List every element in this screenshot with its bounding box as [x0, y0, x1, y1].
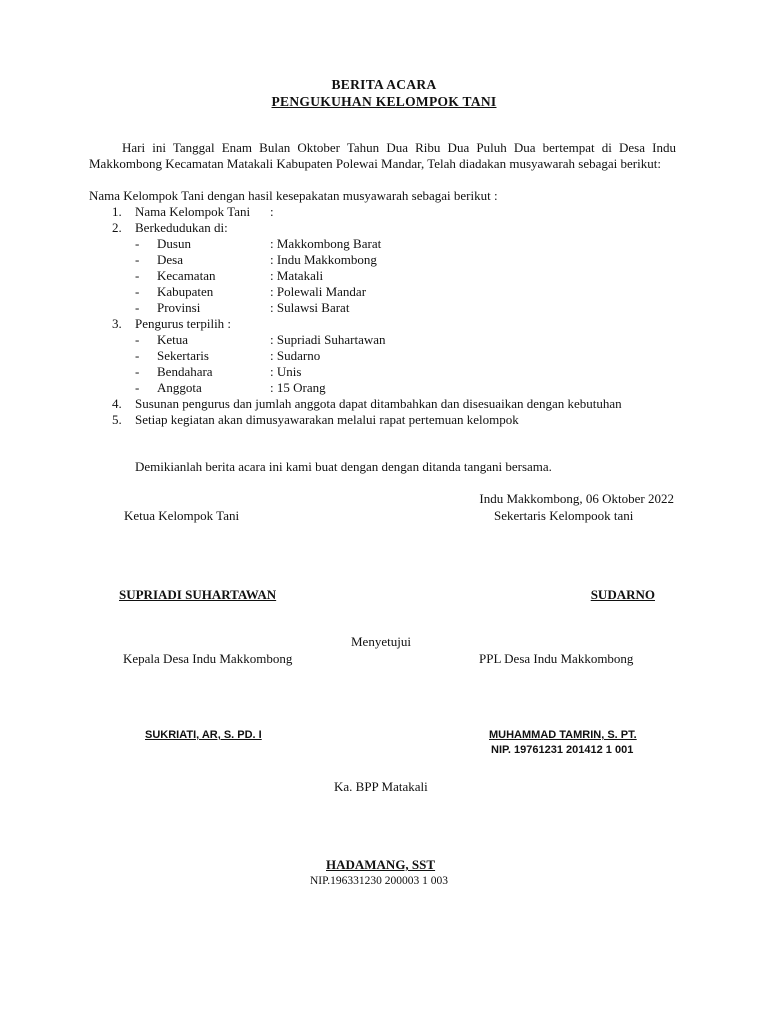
item-label: Pengurus terpilih :	[135, 316, 232, 331]
officer-role: Sekertaris	[157, 348, 209, 363]
approval-heading: Menyetujui	[351, 634, 411, 649]
location-value: : Sulawsi Barat	[270, 300, 350, 315]
location-label: Provinsi	[157, 300, 201, 315]
location-label: Dusun	[157, 236, 191, 251]
bpp-nip: NIP.196331230 200003 1 003	[310, 875, 449, 887]
location-label: Desa	[157, 252, 183, 267]
location-value: : Makkombong Barat	[270, 236, 382, 251]
bpp-signature-name: HADAMANG, SST	[326, 857, 436, 872]
officer-name: : 15 Orang	[270, 380, 326, 395]
officer-name: : Unis	[270, 364, 302, 379]
item-label: Berkedudukan di:	[135, 220, 228, 235]
list-dash: -	[135, 284, 140, 299]
item-number: 2.	[112, 220, 122, 235]
location-label: Kabupaten	[157, 284, 214, 299]
list-dash: -	[135, 332, 140, 347]
list-dash: -	[135, 364, 140, 379]
officer-name: : Supriadi Suhartawan	[270, 332, 386, 347]
location-value: : Indu Makkombong	[270, 252, 377, 267]
item-number: 3.	[112, 316, 122, 331]
officer-name: : Sudarno	[270, 348, 321, 363]
list-dash: -	[135, 300, 140, 315]
sekretaris-role: Sekertaris Kelompook tani	[494, 508, 634, 523]
item-separator: :	[270, 204, 274, 219]
list-dash: -	[135, 268, 140, 283]
officer-role: Ketua	[157, 332, 189, 347]
intro-line: Nama Kelompok Tani dengan hasil kesepakatan musyawarah sebagai berikut :	[89, 188, 498, 203]
item-number: 1.	[112, 204, 122, 219]
bpp-role: Ka. BPP Matakali	[334, 779, 428, 794]
officer-role: Anggota	[157, 380, 202, 395]
item-label: Setiap kegiatan akan dimusyawarakan melalui rapat pertemuan kelompok	[135, 412, 519, 427]
kades-signature-name: SUKRIATI, AR, S. PD. I	[145, 729, 262, 741]
item-label: Susunan pengurus dan jumlah anggota dapat ditambahkan dan disesuaikan dengan kebutuhan	[135, 396, 622, 411]
officer-role: Bendahara	[157, 364, 213, 379]
ppl-signature-name: MUHAMMAD TAMRIN, S. PT.	[489, 729, 637, 741]
list-dash: -	[135, 252, 140, 267]
intro-paragraph: Hari ini Tanggal Enam Bulan Oktober Tahun Dua Ribu Dua Puluh Dua bertempat di Desa Indu Makkombong Kecamatan Matakali Kabupaten Polewai Mandar, Telah diadakan musyawarah sebagai berikut:	[89, 140, 676, 171]
location-label: Kecamatan	[157, 268, 216, 283]
sekretaris-signature-name: SUDARNO	[590, 587, 655, 602]
ketua-signature-name: SUPRIADI SUHARTAWAN	[119, 587, 277, 602]
location-value: : Polewali Mandar	[270, 284, 367, 299]
list-dash: -	[135, 348, 140, 363]
place-date: Indu Makkombong, 06 Oktober 2022	[479, 491, 674, 506]
location-value: : Matakali	[270, 268, 324, 283]
closing-statement: Demikianlah berita acara ini kami buat dengan dengan ditanda tangani bersama.	[135, 459, 552, 474]
list-dash: -	[135, 380, 140, 395]
kades-role: Kepala Desa Indu Makkombong	[123, 651, 293, 666]
ppl-nip: NIP. 19761231 201412 1 001	[491, 744, 634, 756]
document-subtitle: PENGUKUHAN KELOMPOK TANI	[271, 94, 497, 109]
ketua-role: Ketua Kelompok Tani	[124, 508, 240, 523]
item-label: Nama Kelompok Tani	[135, 204, 251, 219]
item-number: 5.	[112, 412, 122, 427]
item-number: 4.	[112, 396, 122, 411]
ppl-role: PPL Desa Indu Makkombong	[479, 651, 634, 666]
document-title: BERITA ACARA	[331, 77, 437, 92]
list-dash: -	[135, 236, 140, 251]
